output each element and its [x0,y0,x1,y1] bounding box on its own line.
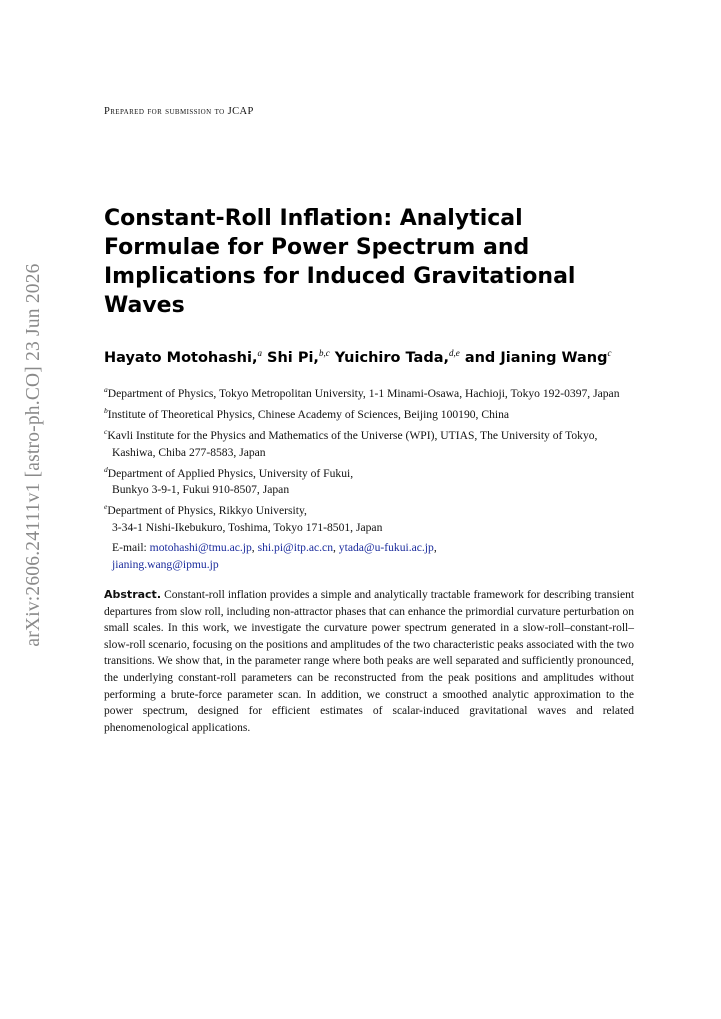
email-block: E-mail: motohashi@tmu.ac.jp, shi.pi@itp.ac.cn, ytada@u-fukui.ac.jp, jianing.wang@ipmu.jp [112,541,437,572]
arxiv-stamp-text: arXiv:2606.24111v1 [astro-ph.CO] 23 Jun 2026 [23,263,44,647]
author-2: Shi Pi,$^{b,c}$ [261,348,330,366]
email-link-tada[interactable]: ytada@u-fukui.ac.jp [338,541,434,555]
arxiv-stamp [22,263,46,647]
paper-title: Constant-Roll Inflation: Analytical Formulae for Power Spectrum and Implications for Induced Gravitational Waves [104,206,576,318]
abstract-label: Abstract. [104,588,161,601]
email-link-pi[interactable]: shi.pi@itp.ac.cn [257,541,333,555]
affiliation-e: $^e$Department of Physics, Rikkyo University, 3-34-1 Nishi-Ikebukuro, Toshima, Tokyo 171-8501, Japan [104,502,383,535]
email-label: E-mail: [112,541,150,555]
author-4: and Jianing Wang$^c$ [459,348,612,366]
author-3: Yuichiro Tada,$^{d,e}$ [329,348,460,366]
submission-note: Prepared for submission to JCAP [104,106,254,117]
affiliation-d: $^d$Department of Applied Physics, University of Fukui, Bunkyo 3-9-1, Fukui 910-8507, Japan [104,464,354,497]
affiliation-b: $^b$Institute of Theoretical Physics, Chinese Academy of Sciences, Beijing 100190, China [104,405,510,421]
author-list [104,348,664,366]
affiliation-c: $^c$Kavli Institute for the Physics and Mathematics of the Universe (WPI), UTIAS, The University of Tokyo, Kashiwa, Chiba 277-8583, Japan [104,426,598,459]
affiliations [104,381,636,573]
email-link-motohashi[interactable]: motohashi@tmu.ac.jp [149,541,252,555]
abstract-text: Constant-roll inflation provides a simple and analytically tractable framework for describing transient departures from slow roll, including non-attractor phases that can enhance the primordial curvature perturbation on small scales. In this work, we investigate the curvature power spectrum generated in a slow-roll–constant-roll–slow-roll scenario, focusing on the positions and amplitudes of the two characteristic peaks associated with the two transitions. We show that, in the parameter range where both peaks are well separated and sufficiently pronounced, the underlying constant-roll parameters can be reconstructed from the peak positions and amplitudes without performing a brute-force parameter scan. In addition, we construct a smoothed analytic approximation to the power spectrum, designed for efficient estimates of scalar-induced gravitational waves and related phenomenological applications. [104,589,635,734]
author-1: Hayato Motohashi,$^a$ [104,348,262,366]
email-link-wang[interactable]: jianing.wang@ipmu.jp [112,558,219,572]
affiliation-a: $^a$Department of Physics, Tokyo Metropolitan University, 1-1 Minami-Osawa, Hachioji, Tokyo 192-0397, Japan [104,385,620,400]
abstract [104,587,634,736]
